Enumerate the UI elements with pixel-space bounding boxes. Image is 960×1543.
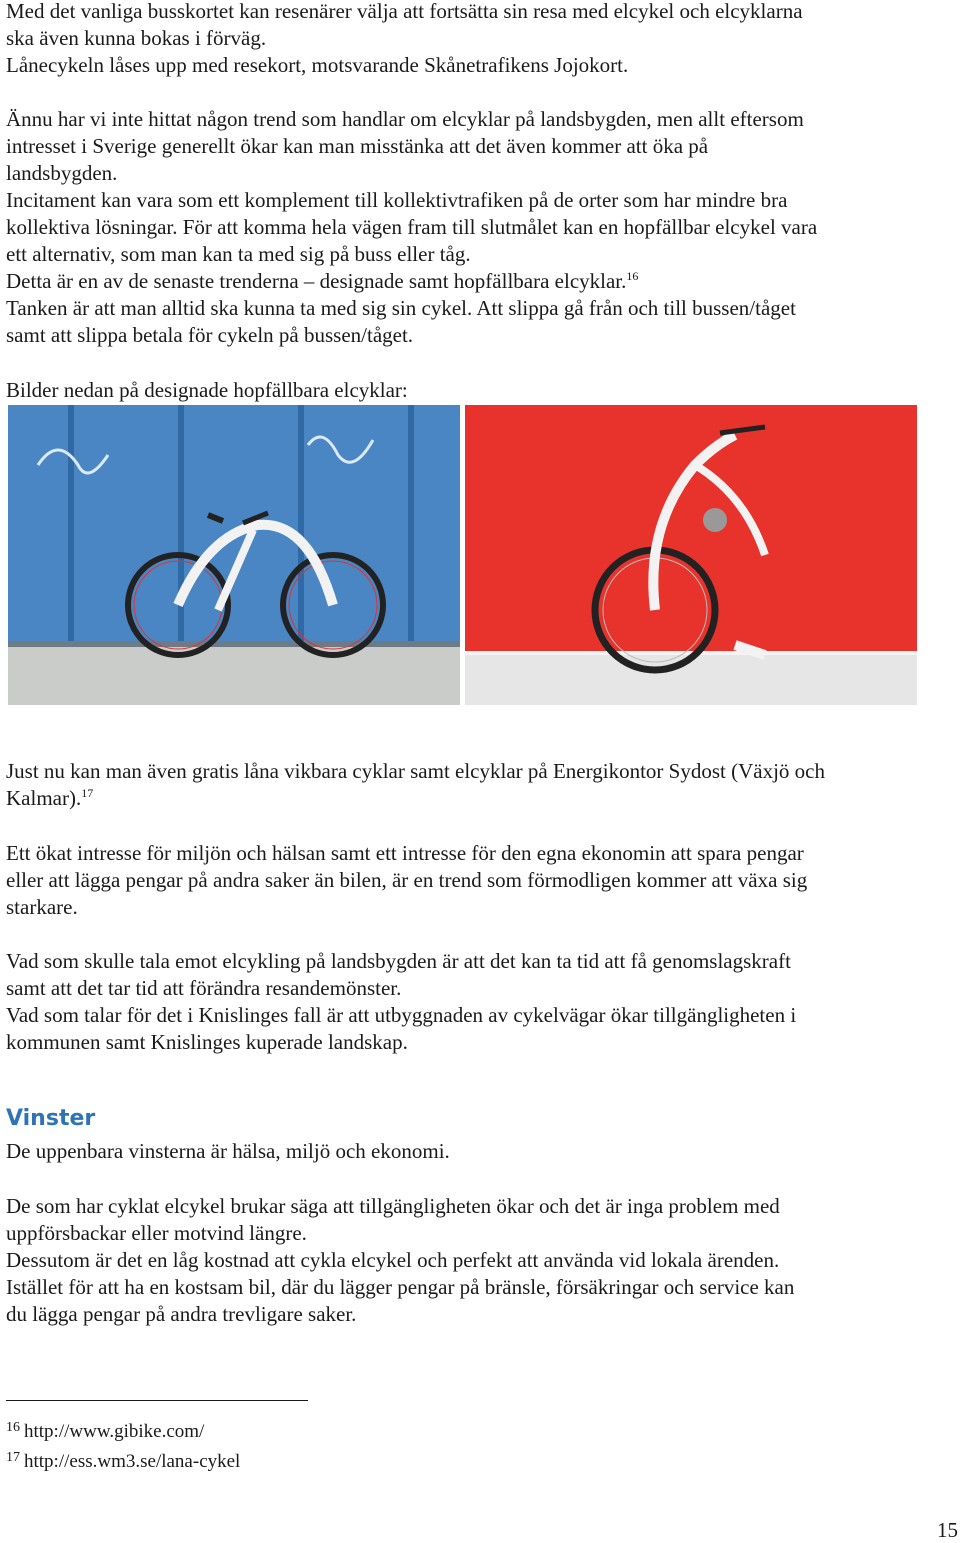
text-line (6, 268, 638, 295)
text-line: samt att slippa betala för cykeln på bussen/tåget. (6, 323, 414, 347)
footnote (6, 1446, 240, 1474)
text-line: ska även kunna bokas i förväg. (6, 26, 267, 50)
footnote-link[interactable]: http://www.gibike.com/ (24, 1421, 205, 1442)
section-heading: Vinster (6, 1106, 96, 1131)
text-line: Incitament kan vara som ett komplement till kollektivtrafiken på de orter som har mindre bra (6, 188, 788, 212)
text-line: landsbygden. (6, 161, 118, 185)
footnote-number: 17 (6, 1450, 20, 1465)
text-line: Lånecykeln låses upp med resekort, motsvarande Skånetrafikens Jojokort. (6, 53, 629, 77)
text-line-content: Detta är en av de senaste trenderna – designade samt hopfällbara elcyklar. (6, 269, 627, 293)
footnote-divider (6, 1400, 308, 1401)
text-line: De som har cyklat elcykel brukar säga att tillgängligheten ökar och det är inga problem med (6, 1194, 780, 1218)
text-line: Ett ökat intresse för miljön och hälsan samt ett intresse för den egna ekonomin att spara pengar (6, 841, 804, 865)
photo-folding-ebike-red-wall (465, 405, 917, 705)
text-line: eller att lägga pengar på andra saker än bilen, är en trend som förmodligen kommer att växa sig (6, 868, 808, 892)
text-line: Vad som skulle tala emot elcykling på landsbygden är att det kan ta tid att få genomslagskraft (6, 949, 791, 973)
text-line: kollektiva lösningar. För att komma hela vägen fram till slutmålet kan en hopfällbar elcykel vara (6, 215, 818, 239)
text-line: Just nu kan man även gratis låna vikbara cyklar samt elcyklar på Energikontor Sydost (Växjö och (6, 759, 825, 783)
text-line: De uppenbara vinsterna är hälsa, miljö och ekonomi. (6, 1139, 450, 1163)
text-line: samt att det tar tid att förändra resandemönster. (6, 976, 402, 1000)
images-caption: Bilder nedan på designade hopfällbara elcyklar: (6, 378, 408, 402)
text-line: kommunen samt Knislinges kuperade landskap. (6, 1030, 408, 1054)
text-line: Vad som talar för det i Knislinges fall är att utbyggnaden av cykelvägar ökar tillgängligheten i (6, 1003, 797, 1027)
footnote (6, 1416, 204, 1444)
text-line-content: Kalmar). (6, 786, 82, 810)
text-line: starkare. (6, 895, 78, 919)
page-number: 15 (937, 1518, 958, 1542)
text-line (6, 785, 93, 812)
footnote-ref: 16 (626, 269, 639, 283)
text-line: intresset i Sverige generellt ökar kan man misstänka att det även kommer att öka på (6, 134, 709, 158)
photo-folding-ebike-blue-wall (8, 405, 460, 705)
text-line: ett alternativ, som man kan ta med sig på buss eller tåg. (6, 242, 471, 266)
text-line: du lägga pengar på andra trevligare saker. (6, 1302, 357, 1326)
footnote-number: 16 (6, 1420, 20, 1435)
text-line: Istället för att ha en kostsam bil, där du lägger pengar på bränsle, försäkringar och service kan (6, 1275, 795, 1299)
text-line: Ännu har vi inte hittat någon trend som handlar om elcyklar på landsbygden, men allt eftersom (6, 107, 804, 131)
text-line: uppförsbackar eller motvind längre. (6, 1221, 307, 1245)
text-line: Tanken är att man alltid ska kunna ta med sig sin cykel. Att slippa gå från och till bussen/tåget (6, 296, 796, 320)
text-line: Dessutom är det en låg kostnad att cykla elcykel och perfekt att använda vid lokala ärenden. (6, 1248, 780, 1272)
footnote-link[interactable]: http://ess.wm3.se/lana-cykel (24, 1451, 241, 1472)
text-line: Med det vanliga busskortet kan resenärer välja att fortsätta sin resa med elcykel och elcyklarna (6, 0, 803, 23)
footnote-ref: 17 (81, 786, 94, 800)
